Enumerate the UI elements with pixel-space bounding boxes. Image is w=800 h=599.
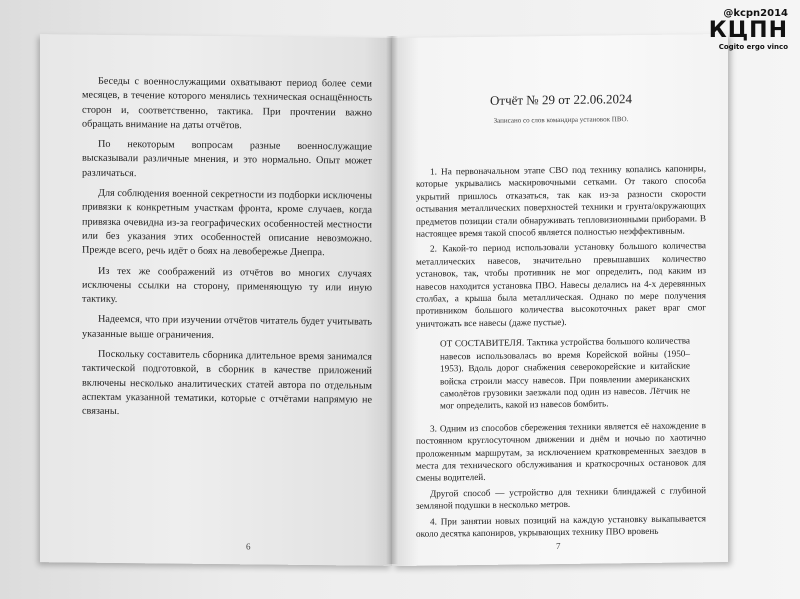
paragraph: 3. Одним из способов сбережения техники является её нахождение в постоянном круглосуточном движении и днём и ночью по хаотично проложенным маршрутам, за исключением кратковременных заездов в места для технического обслуживания и краткосрочных остановок для смены водителей. — [416, 419, 706, 484]
paragraph: 4. При занятии новых позиций на каждую установку выкапывается около десятка капониров, укрывающих технику ПВО вровень — [416, 512, 706, 539]
paragraph: Поскольку составитель сборника длительное время занимался тактической подготовкой, в сборник в качестве приложений включены несколько аналитических статей автора по отдельным аспектам указанной тематики, которые с отчётами напрямую не связаны. — [82, 348, 372, 418]
paragraph: Другой способ — устройство для техники блиндажей с глубиной земляной подушки в несколько метров. — [416, 484, 706, 511]
paragraph: По некоторым вопросам разные военнослужащие высказывали различные мнения, и это нормально. Опыт может различаться. — [82, 138, 372, 179]
paragraph: Для соблюдения военной секретности из подборки исключены привязки к конкретным участкам фронта, кроме случаев, когда привязка очевидна из-за географических особенностей местности или без указания этих особенностей описание невозможно. Прежде всего, речь идёт о боях на левобережье Днепра. — [82, 187, 372, 259]
paragraph: Надеемся, что при изучении отчётов читатель будет учитывать указанные выше ограничения. — [82, 314, 372, 341]
report-subtitle: Записано со слов командира установок ПВО. — [493, 115, 629, 125]
left-page-text — [82, 75, 372, 429]
paragraph: Из тех же соображений из отчётов во многих случаях исключены ссылки на сторону, применяющую ту или иную тактику. — [82, 265, 372, 306]
page-number-right: 7 — [556, 540, 561, 552]
right-page-text — [416, 162, 706, 543]
report-title: Отчёт № 29 от 22.06.2024 — [490, 91, 632, 108]
watermark-motto: Cogito ergo vinco — [718, 43, 788, 51]
left-page — [40, 34, 392, 566]
page-number-left: 6 — [246, 541, 251, 552]
book-spine — [386, 36, 398, 564]
watermark-logo: КЦПН — [708, 18, 788, 43]
paragraph: Беседы с военнослужащими охватывают период более семи месяцев, в течение которого менялись техническая оснащённость сторон и, соответственно, тактика. При прочтении важно обращать внимание на даты отчётов. — [82, 75, 372, 132]
channel-watermark — [692, 8, 788, 51]
paragraph: 1. На первоначальном этапе СВО под технику копались капониры, которые укрывались маскировочными сетками. От такого способа укрытий пришлось отказаться, так как из-за разности скорости остывания металлических поверхностей техники и грунта/окружающих предметов позиции стали обнаруживать тепловизионными приборами. В настоящее время такой способ является полностью неэффективным. — [416, 163, 706, 239]
paragraph: 2. Какой-то период использовали установку большого количества металлических навесов, значительно превышавших количество установок, так, чтобы противник не мог определить, под каким из навесов находится установка ПВО. Навесы делались на 4-х деревянных столбах, а крыша была металлическая. Однако по мере получения противником большого количества высокоточных ракет враг смог уничтожать все навесы (даже пустые). — [416, 240, 706, 329]
right-page — [392, 34, 728, 566]
open-booklet — [40, 36, 730, 576]
watermark-handle: @kcpn2014 — [723, 8, 788, 19]
compiler-note: ОТ СОСТАВИТЕЛЯ. Тактика устройства большого количества навесов использовалась во время Корейской войны (1950–1953). Вдоль дорог снабжения северокорейские и китайские войска строили массу навесов. При появлении американских самолётов грузовики заезжали под один из навесов. Лётчик не мог определить, какой из навесов бомбить. — [440, 335, 690, 411]
